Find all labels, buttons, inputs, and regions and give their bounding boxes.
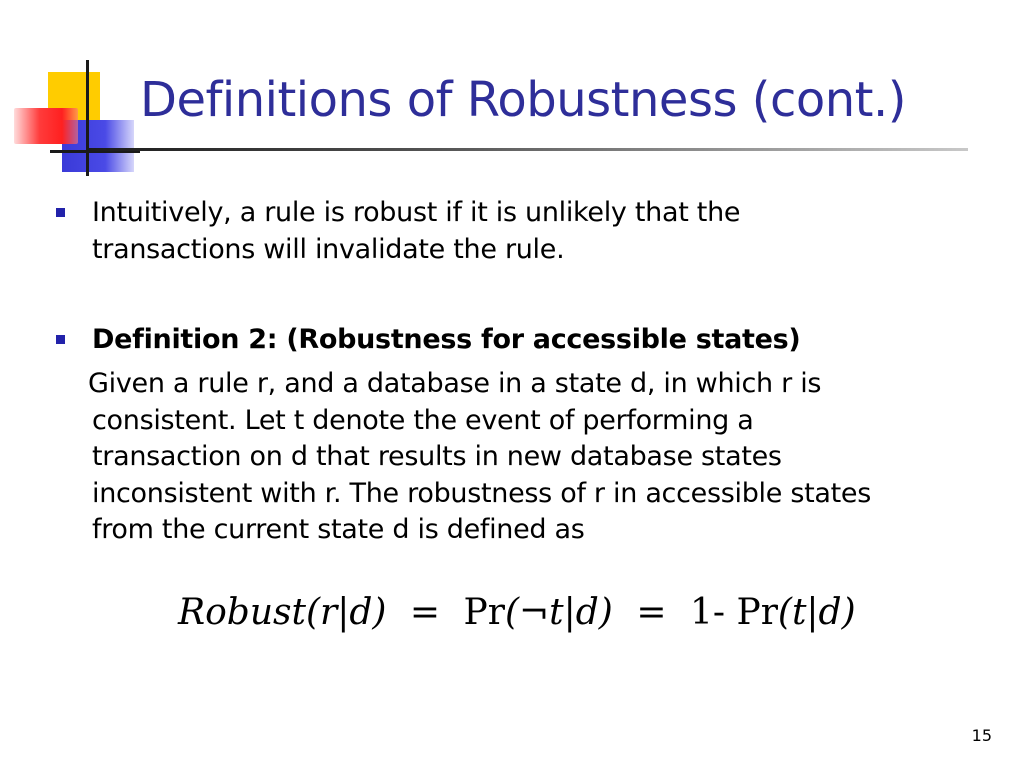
page-number: 15 xyxy=(971,726,992,745)
paragraph-line: transaction on d that results in new database states xyxy=(92,441,782,472)
logo-vertical-line xyxy=(86,60,89,176)
bullet-square-icon xyxy=(56,208,65,217)
bullet-text xyxy=(92,194,992,268)
formula-arg: (¬t|d) xyxy=(504,592,613,633)
paragraph-line: consistent. Let t denote the event of performing a xyxy=(92,404,754,436)
formula-equals: = xyxy=(636,592,667,633)
paragraph-line: inconsistent with r. The robustness of r in accessible states xyxy=(92,477,871,509)
formula-lhs: Robust(r|d) xyxy=(178,592,387,633)
bullet-line: transactions will invalidate the rule. xyxy=(92,234,565,265)
paragraph-line: Given a rule r, and a database in a state d, in which r is xyxy=(88,368,822,399)
formula-pr: Pr xyxy=(736,592,778,633)
formula-one-minus: 1- xyxy=(689,592,726,633)
robustness-formula xyxy=(178,592,856,633)
slide-title: Definitions of Robustness (cont.) xyxy=(140,72,906,128)
formula-arg: (t|d) xyxy=(777,592,856,633)
bullet-line: Intuitively, a rule is robust if it is unlikely that the xyxy=(92,197,741,228)
definition-paragraph xyxy=(88,366,1002,549)
title-underline xyxy=(88,148,968,151)
formula-pr: Pr xyxy=(463,592,505,633)
paragraph-line: from the current state d is defined as xyxy=(92,514,585,545)
logo-red-bar xyxy=(14,108,78,144)
definition-heading: Definition 2: (Robustness for accessible states) xyxy=(92,324,801,355)
formula-equals: = xyxy=(409,592,441,633)
bullet-square-icon xyxy=(56,335,65,344)
